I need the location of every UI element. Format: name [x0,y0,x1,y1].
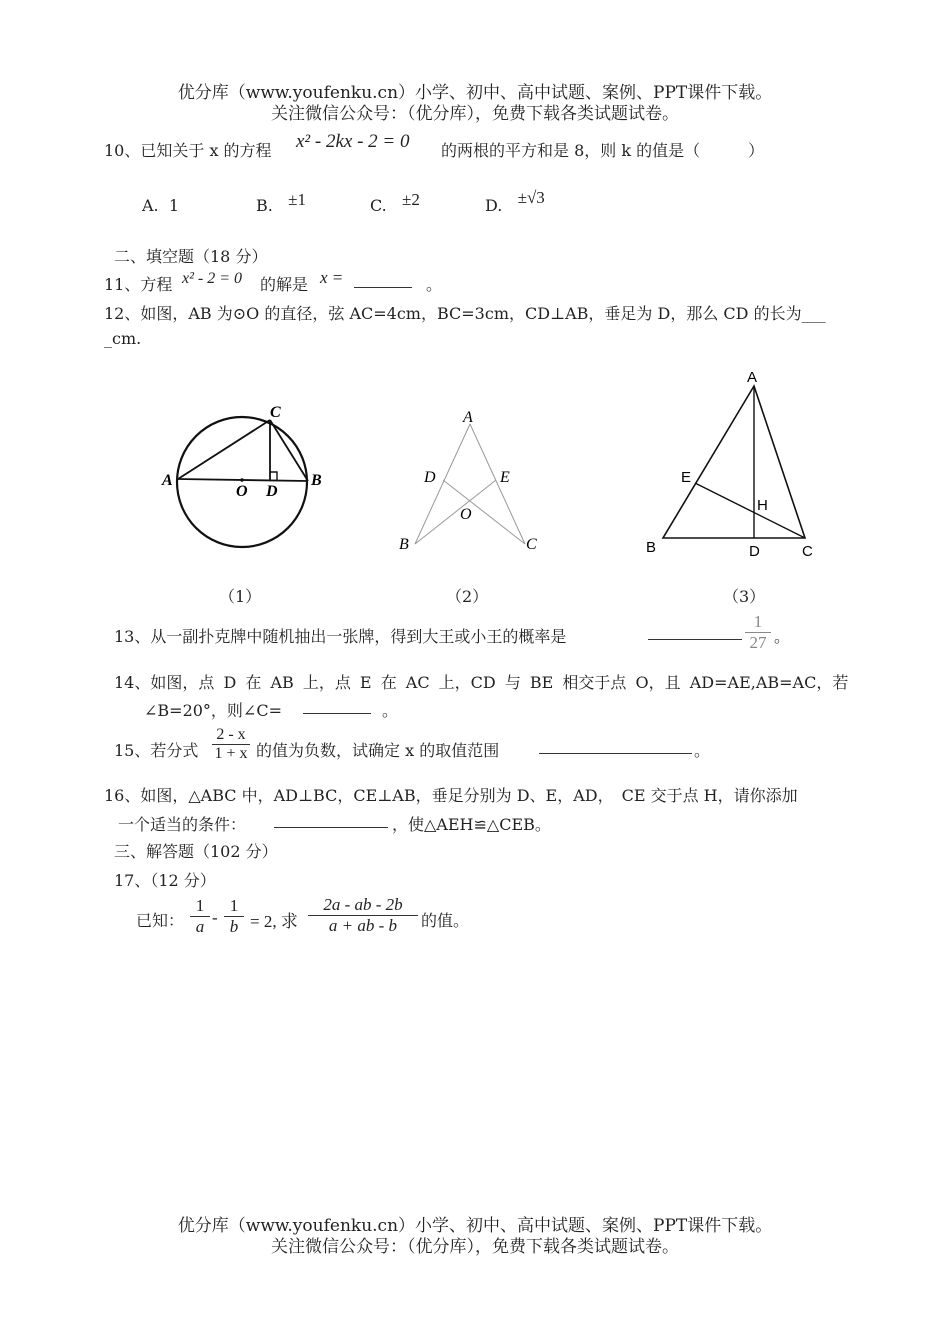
section-2-title: 二、填空题（18 分） [114,247,268,266]
q15-end: 。 [694,741,711,760]
fig1-label-d: D [266,483,278,500]
q15-answer-blank[interactable] [539,737,692,754]
q10-option-b: B. ±1 [256,190,306,215]
fig3-label-b: B [646,539,657,556]
q11-end: 。 [426,275,443,294]
fig1-right-angle [270,472,277,480]
fig1-label-a: A [162,472,173,489]
q11-var: x = [320,268,344,287]
footer-line-2: 关注微信公众号：（优分库），免费下载各类试题试卷。 [271,1237,679,1257]
section-3-title: 三、解答题（102 分） [114,842,278,861]
q14-answer-blank[interactable] [303,697,371,714]
q10-option-a: A. 1 [142,196,179,215]
fig1-circle [177,417,307,547]
figure-2 [390,400,560,560]
q17-fraction-2: $\frac{1}{b}$ [224,896,244,937]
q17-known: 已知： [136,911,185,930]
fig3-label-a: A [747,369,758,386]
q16-answer-blank[interactable] [274,811,388,828]
q13-answer-blank[interactable] [648,623,742,640]
figure-caption-2: （2） [446,587,489,606]
q17-end: 的值。 [421,911,470,930]
q11-answer-blank[interactable] [354,271,412,288]
fig3-label-h: H [757,497,768,514]
fig1-center-dot [240,478,244,482]
fig1-chord-ac [178,420,270,479]
q15-prefix: 15、若分式 [114,741,199,760]
q11-equation: x² - 2 = 0 [182,270,243,287]
q10-prefix: 10、已知关于 x 的方程 [104,141,272,160]
footer-line-1: 优分库（www.youfenku.cn）小学、初中、高中试题、案例、PPT课件下载。 [177,1216,773,1236]
q15-suffix: 的值为负数，试确定 x 的取值范围 [256,741,500,760]
fig3-triangle [663,386,805,538]
fig3-label-d: D [749,543,760,560]
fig1-label-b: B [311,472,322,489]
q16-line-2b: ，使△AEH≌△CEB。 [392,815,551,834]
q17-equals: = 2, 求 [250,912,298,931]
q12-line-2: _cm. [104,329,142,348]
figure-1 [150,395,340,565]
fig1-label-c: C [270,404,281,421]
q11-mid: 的解是 [260,275,309,294]
fig3-label-e: E [681,469,692,486]
q17-fraction-3: $\frac{2a - ab - 2b}{a + ab - b}$ [308,895,418,936]
header-line-1: 优分库（www.youfenku.cn）小学、初中、高中试题、案例、PPT课件下载。 [177,83,773,103]
q12-line-1: 12、如图，AB 为⊙O 的直径，弦 AC=4cm，BC=3cm，CD⊥AB，垂足为 D，那么 CD 的长为___ [104,304,826,323]
figure-caption-1: （1） [219,587,262,606]
fig3-label-c: C [802,543,813,560]
q14-end: 。 [382,701,399,720]
q15-fraction: $\frac{2 - x}{1 + x}$ [212,726,250,763]
q16-line-2a: 一个适当的条件： [118,815,247,834]
q16-line-1: 16、如图，△ABC 中，AD⊥BC，CE⊥AB，垂足分别为 D、E，AD， CE 交于点 H，请你添加 [104,786,798,805]
fig2-label-o: O [460,506,472,523]
q13-fraction: $\frac{1}{27}$ [745,612,771,653]
fig2-label-b: B [399,536,409,553]
fig2-label-d: D [424,469,436,486]
fig2-label-e: E [500,469,510,486]
q10-equation: x² - 2kx - 2 = 0 [296,131,410,152]
q13-end: 。 [774,627,791,646]
fig2-line-ac [470,424,525,544]
q17-minus: - [212,908,218,927]
figure-caption-3: （3） [723,587,766,606]
q17-fraction-1: $\frac{1}{a}$ [190,896,210,937]
figure-3 [640,365,830,565]
q11-prefix: 11、方程 [104,275,173,294]
q13-text: 13、从一副扑克牌中随机抽出一张牌，得到大王或小王的概率是 [114,627,567,646]
q10-option-d: D. ±√3 [485,188,545,215]
fig2-label-a: A [463,409,473,426]
fig1-label-o: O [236,483,248,500]
q17-title: 17、（12 分） [114,871,216,890]
header-line-2: 关注微信公众号：（优分库），免费下载各类试题试卷。 [271,104,679,124]
q10-option-c: C. ±2 [370,190,420,215]
q10-suffix: 的两根的平方和是 8，则 k 的值是（ ） [441,141,765,160]
q14-line-2: ∠B=20°，则∠C= [144,701,282,720]
fig2-label-c: C [526,536,537,553]
q14-line-1: 14、如图，点 D 在 AB 上，点 E 在 AC 上，CD 与 BE 相交于点 O，且 AD=AE,AB=AC，若 [114,673,849,692]
